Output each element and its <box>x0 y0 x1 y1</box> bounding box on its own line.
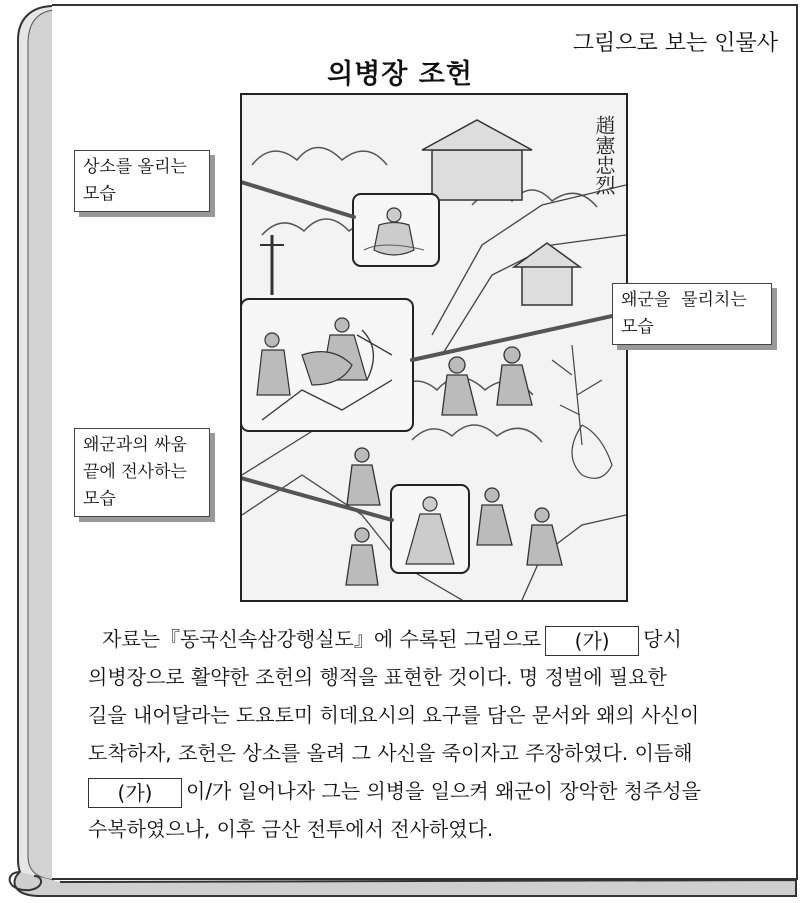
historical-illustration <box>240 93 628 602</box>
callout-repel <box>612 283 772 345</box>
callout-connectors <box>242 95 626 600</box>
callout-line: 왜군을 물리치는 <box>621 290 747 310</box>
body-line: 이/가 일어나자 그는 의병을 일으켜 왜군이 장악한 청주성을 <box>186 779 701 803</box>
body-line: 자료는『동국신속삼강행실도』에 수록된 그림으로 <box>102 627 542 651</box>
blank-ga: (가) <box>545 626 639 656</box>
body-line: 수복하였으나, 이후 금산 전투에서 전사하였다. <box>88 817 494 841</box>
callout-line: 왜군과의 싸움 <box>83 435 187 455</box>
page-title: 의병장 조헌 <box>327 59 473 90</box>
callout-memorial <box>74 150 210 212</box>
seal-text: 趙憲忠烈 <box>592 115 616 195</box>
callout-line: 상소를 올리는 <box>83 157 187 177</box>
topic-label: 그림으로 보는 인물사 <box>572 31 778 56</box>
callout-death <box>74 428 210 517</box>
description-text <box>88 620 768 848</box>
body-line: 당시 <box>643 627 682 651</box>
body-line: 도착하자, 조헌은 상소를 올려 그 사신을 죽이자고 주장하였다. 이듬해 <box>88 741 693 765</box>
callout-line: 끝에 전사하는 <box>83 462 187 482</box>
callout-line: 모습 <box>83 184 116 204</box>
body-line: 의병장으로 활약한 조헌의 행적을 표현한 것이다. 명 정벌에 필요한 <box>88 665 667 689</box>
callout-line: 모습 <box>83 489 116 509</box>
body-line: 길을 내어달라는 도요토미 히데요시의 요구를 담은 문서와 왜의 사신이 <box>88 703 700 727</box>
blank-ga: (가) <box>88 778 182 808</box>
callout-line: 모습 <box>621 317 654 337</box>
